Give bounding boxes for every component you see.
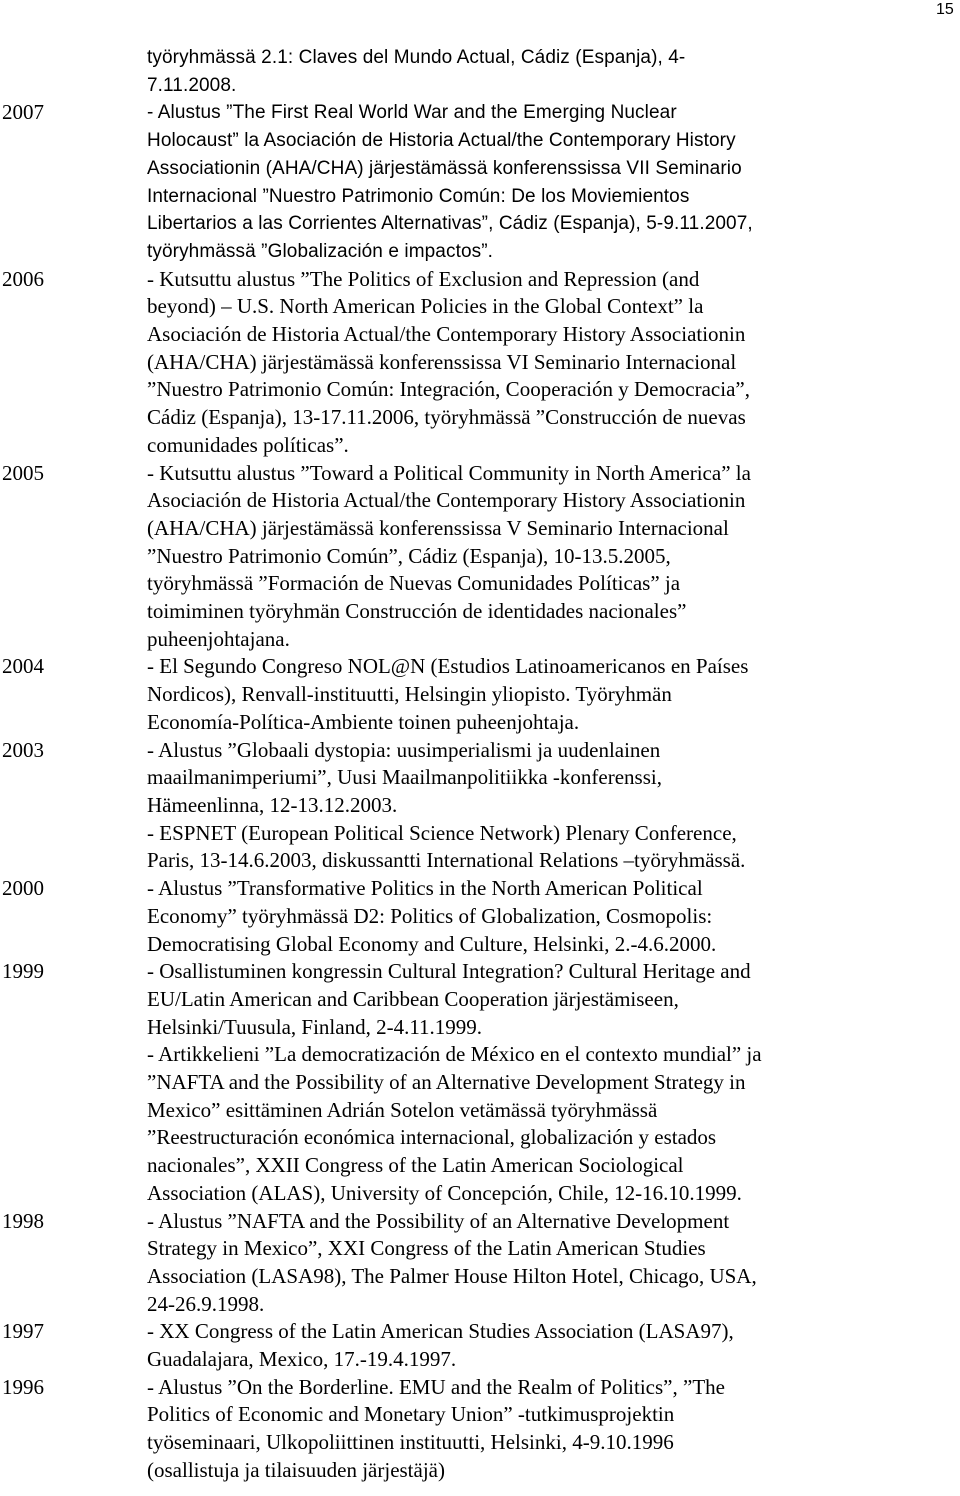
year-row [2,460,952,654]
entries [147,1374,952,1485]
entries [147,460,952,654]
entries [147,99,952,265]
continued-entry-row [2,44,952,99]
entry-line: (AHA/CHA) järjestämässä konferenssissa V Seminario Internacional [147,515,729,540]
entries [147,875,952,958]
entry-line: - El Segundo Congreso NOL@N (Estudios Latinoamericanos en Países [147,654,749,679]
conference-entry [147,820,952,875]
conference-entry [147,958,952,1041]
conference-entry [147,737,952,820]
entry-line: Libertarios a las Corrientes Alternativas”, Cádiz (Espanja), 5-9.11.2007, [147,213,753,235]
entry-line: Asociación de Historia Actual/the Contemporary History Associationin [147,488,746,513]
conference-entry [147,653,952,736]
entry-line: työryhmässä ”Formación de Nuevas Comunidades Políticas” ja [147,571,681,596]
entries [147,653,952,736]
entries [147,44,952,99]
entry-line: ”Reestructuración económica internacional, globalización y estados [147,1125,717,1150]
entry-line: Guadalajara, Mexico, 17.-19.4.1997. [147,1347,457,1372]
year-label: 2005 [2,460,44,485]
entry-line: Politics of Economic and Monetary Union” -tutkimusprojektin [147,1402,675,1427]
entry-line: - Alustus ”On the Borderline. EMU and the Realm of Politics”, ”The [147,1374,725,1399]
conference-entry [147,99,952,265]
year-label: 2007 [2,100,44,125]
entries [147,737,952,876]
entry-line: - Kutsuttu alustus ”The Politics of Exclusion and Repression (and [147,266,700,291]
entry-line: Association (ALAS), University of Concepción, Chile, 12-16.10.1999. [147,1180,742,1205]
entry-line: toimiminen työryhmän Construcción de identidades nacionales” [147,599,687,624]
entry-line: - Alustus ”Transformative Politics in the North American Political [147,876,703,901]
entry-line: Internacional ”Nuestro Patrimonio Común: De los Moviemientos [147,185,690,207]
year-label: 2006 [2,266,44,291]
entry-line: - Kutsuttu alustus ”Toward a Political Community in North America” la [147,460,751,485]
entries [147,1208,952,1319]
entry-line: Economía-Política-Ambiente toinen puheenjohtaja. [147,709,580,734]
entry-line: Mexico” esittäminen Adrián Sotelon vetämässä työryhmässä [147,1097,658,1122]
year-label: 1999 [2,959,44,984]
entry-line: comunidades políticas”. [147,432,349,457]
conference-entry [147,44,952,99]
entry-line: 24-26.9.1998. [147,1291,265,1316]
entry-line: Holocaust” la Asociación de Historia Actual/the Contemporary History [147,130,736,152]
year-label: 2003 [2,737,44,762]
year-row [2,99,952,265]
entry-line: Association (LASA98), The Palmer House Hilton Hotel, Chicago, USA, [147,1263,757,1288]
year-row [2,875,952,958]
entry-line: (osallistuja ja tilaisuuden järjestäjä) [147,1457,445,1482]
entry-line: ”Nuestro Patrimonio Común: Integración, Cooperación y Democracia”, [147,377,750,402]
entry-line: työryhmässä ”Globalización e impactos”. [147,240,494,262]
entry-line: Economy” työryhmässä D2: Politics of Globalization, Cosmopolis: [147,903,713,928]
year-row [2,1318,952,1373]
entry-line: maailmanimperiumi”, Uusi Maailmanpolitiikka -konferenssi, [147,765,662,790]
entry-line: - Artikkelieni ”La democratización de México en el contexto mundial” ja [147,1042,762,1067]
entry-line: Cádiz (Espanja), 13-17.11.2006, työryhmässä ”Construcción de nuevas [147,405,746,430]
conference-entry [147,1374,952,1485]
entry-line: Hämeenlinna, 12-13.12.2003. [147,792,398,817]
year-label: 1998 [2,1208,44,1233]
page-number: 15 [936,1,954,18]
year-label: 2004 [2,654,44,679]
year-row [2,737,952,876]
entry-line: työseminaari, Ulkopoliittinen instituutti, Helsinki, 4-9.10.1996 [147,1430,674,1455]
year-label: 1996 [2,1374,44,1399]
entry-line: - ESPNET (European Political Science Network) Plenary Conference, [147,820,737,845]
entry-line: Helsinki/Tuusula, Finland, 2-4.11.1999. [147,1014,483,1039]
conference-entry [147,1318,952,1373]
year-label: 1997 [2,1319,44,1344]
year-row [2,958,952,1207]
entry-line: työryhmässä 2.1: Claves del Mundo Actual, Cádiz (Espanja), 4- [147,47,686,68]
year-row [2,1208,952,1319]
entry-line: - XX Congress of the Latin American Studies Association (LASA97), [147,1319,734,1344]
entry-line: Strategy in Mexico”, XXI Congress of the Latin American Studies [147,1236,706,1261]
conference-entry [147,266,952,460]
conference-entry [147,1208,952,1319]
conference-entry [147,460,952,654]
conference-entry [147,875,952,958]
year-row [2,1374,952,1485]
entry-line: nacionales”, XXII Congress of the Latin American Sociological [147,1153,684,1178]
entry-line: Paris, 13-14.6.2003, diskussantti International Relations –työryhmässä. [147,848,746,873]
entries [147,266,952,460]
entry-line: ”Nuestro Patrimonio Común”, Cádiz (Espanja), 10-13.5.2005, [147,543,671,568]
entry-line: Asociación de Historia Actual/the Contemporary History Associationin [147,322,746,347]
entries [147,1318,952,1373]
entry-line: - Alustus ”The First Real World War and the Emerging Nuclear [147,102,677,124]
entry-line: 7.11.2008. [147,74,237,96]
entry-line: puheenjohtajana. [147,626,290,651]
entries [147,958,952,1207]
year-label: 2000 [2,876,44,901]
conference-entry [147,1041,952,1207]
cv-conference-list [2,44,952,1485]
entry-line: Associationin (AHA/CHA) järjestämässä konferenssissa VII Seminario [147,157,742,179]
entry-line: - Osallistuminen kongressin Cultural Integration? Cultural Heritage and [147,959,751,984]
entry-line: ”NAFTA and the Possibility of an Alternative Development Strategy in [147,1070,746,1095]
entry-line: (AHA/CHA) järjestämässä konferenssissa VI Seminario Internacional [147,349,737,374]
year-row [2,653,952,736]
entry-line: EU/Latin American and Caribbean Cooperation järjestämiseen, [147,986,679,1011]
entry-line: beyond) – U.S. North American Policies in the Global Context” la [147,294,704,319]
entry-line: Democratising Global Economy and Culture, Helsinki, 2.-4.6.2000. [147,931,717,956]
entry-line: - Alustus ”NAFTA and the Possibility of an Alternative Development [147,1208,730,1233]
entry-line: - Alustus ”Globaali dystopia: uusimperialismi ja uudenlainen [147,737,661,762]
year-row [2,266,952,460]
entry-line: Nordicos), Renvall-instituutti, Helsingin yliopisto. Työryhmän [147,682,672,707]
